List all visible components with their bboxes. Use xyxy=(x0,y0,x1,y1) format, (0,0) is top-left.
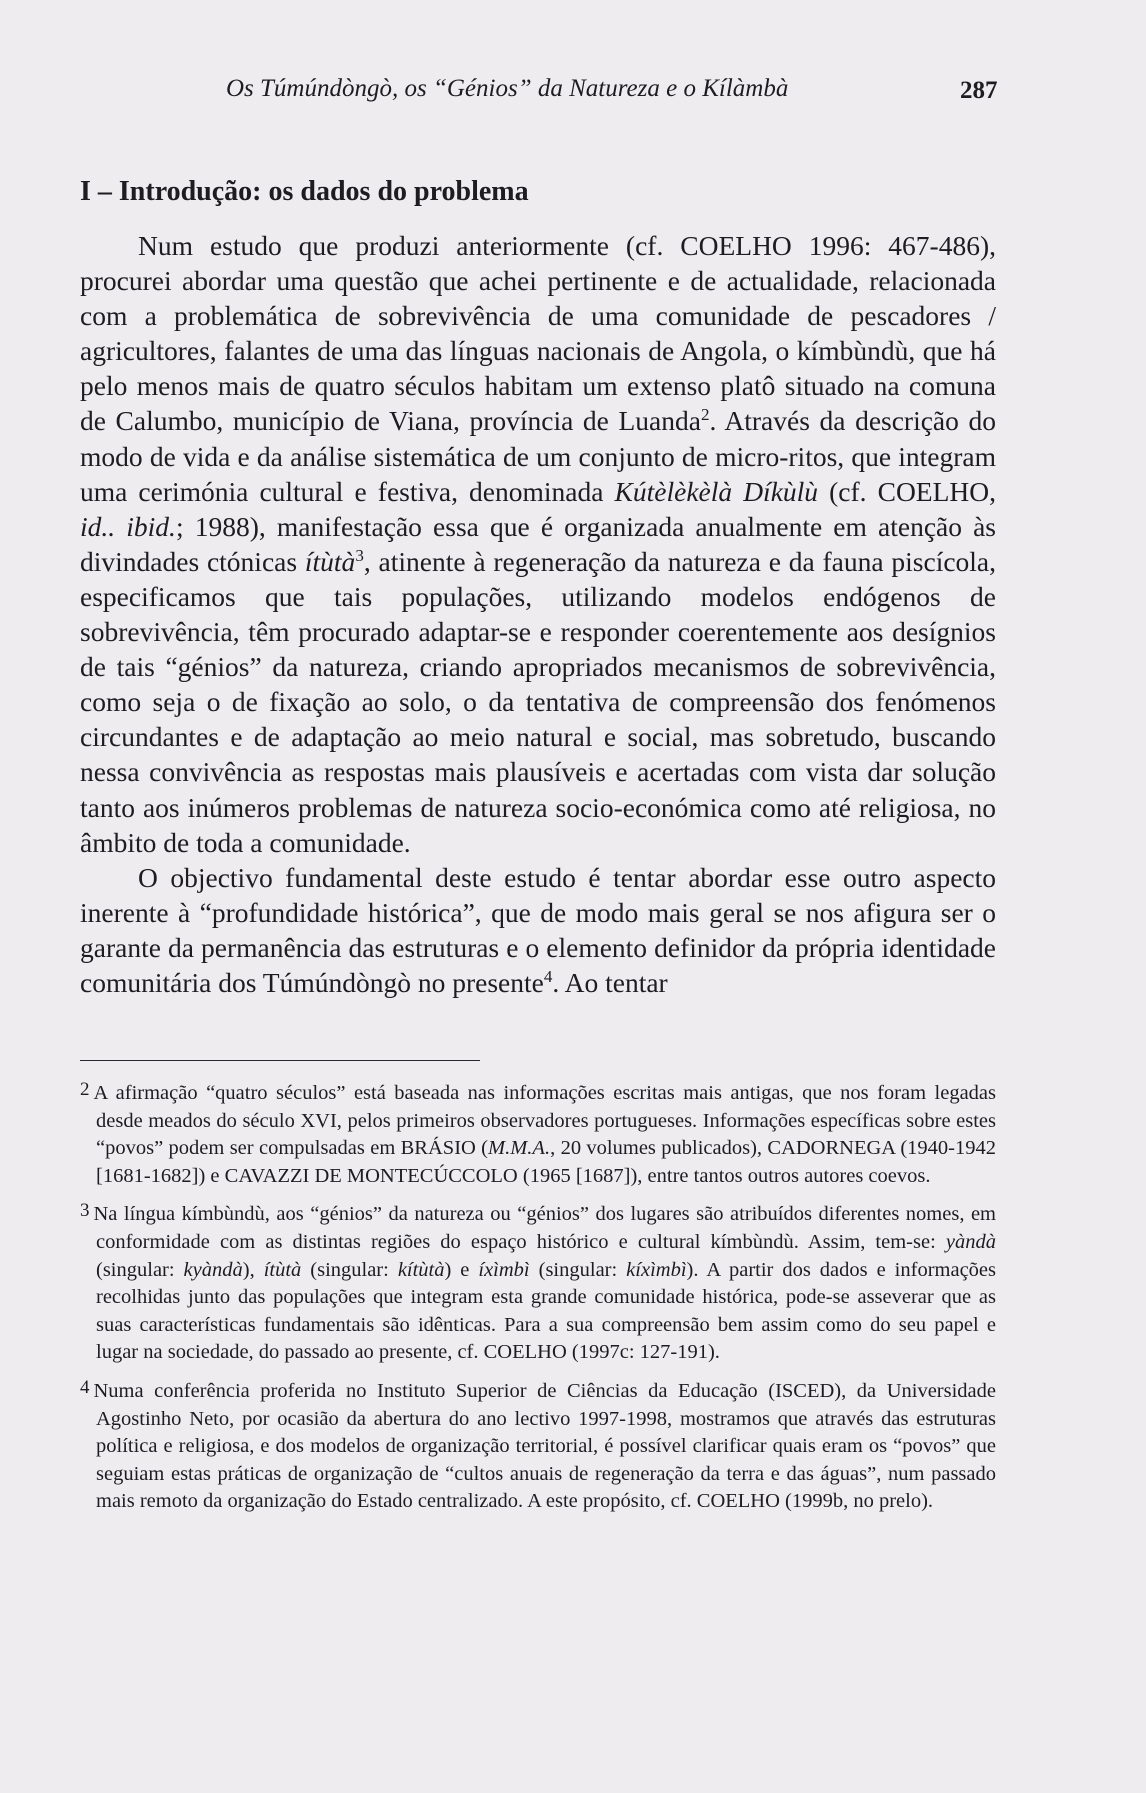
footnote-separator xyxy=(80,1060,480,1061)
footnote-4: 4 Numa conferência proferida no Instituto Superior de Ciências da Educação (ISCED), da Universidade Agostinho Neto, por ocasião da abertura do ano lectivo 1997-1998, mostramos que através das estruturas política e religiosa, e dos modelos de organização territorial, é possível clarificar quais eram os “povos” que seguiam estas práticas de organização de “cultos anuais de regeneração da terra e das águas”, num passado mais remoto da organização do Estado centralizado. A este propósito, cf. COELHO (1999b, no prelo). xyxy=(80,1376,996,1513)
running-title: Os Túmúndòngò, os “Génios” da Natureza e o Kílàmbà xyxy=(226,75,789,102)
term-ituta: ítùtà xyxy=(304,545,356,577)
footnotes xyxy=(80,1076,996,1523)
paragraph-1: Num estudo que produzi anteriormente (cf. COELHO 1996: 467-486), procurei abordar uma questão que achei pertinente e de actualidade, relacionada com a problemática de sobrevivência de uma comunidade de pescadores / agricultores, falantes de uma das línguas nacionais de Angola, o kímbùndù, que há pelo menos mais de quatro séculos habitam um extenso platô situado na comuna de Calumbo, município de Viana, província de Luanda$^2$. Através da descrição do modo de vida e da análise sistemática de um conjunto de micro-ritos, que integram uma cerimónia cultural e festiva, denominada Kútèlèkèlà Díkùlù (cf. COELHO, id.. ibid.; 1988), manifestação essa que é organizada anualmente em atenção às divindades ctónicas ítùtà$^3$, atinente à regeneração da natureza e da fauna piscícola, especificamos que tais populações, utilizando modelos endógenos de sobrevivência, têm procurado adaptar-se e responder coerentemente aos desígnios de tais “génios” da natureza, criando apropriados mecanismos de sobrevivência, como seja o de fixação ao solo, o da tentativa de compreensão dos fenómenos circundantes e de adaptação ao meio natural e social, mas sobretudo, buscando nessa convivência as respostas mais plausíveis e acertadas com vista dar solução tanto aos inúmeros problemas de natureza socio-económica como até religiosa, no âmbito de toda a comunidade. xyxy=(80,230,997,858)
footnote-2: 2 A afirmação “quatro séculos” está baseada nas informações escritas mais antigas, que nos foram legadas desde meados do século XVI, pelos primeiros observadores portugueses. Informações específicas sobre estes “povos” podem ser compulsadas em BRÁSIO (M.M.A., 20 volumes publicados), CADORNEGA (1940-1942 [1681-1682]) e CAVAZZI DE MONTECÚCCOLO (1965 [1687]), entre tantos outros autores coevos. xyxy=(80,1079,996,1187)
footnote-3: 3 Na língua kímbùndù, aos “génios” da natureza ou “génios” dos lugares são atribuídos diferentes nomes, em conformidade com as distintas regiões do espaço histórico e cultural kímbùndù. Assim, tem-se: yàndà (singular: kyàndà), ítùtà (singular: kítùtà) e íxìmbì (singular: kíxìmbì). A partir dos dados e informações recolhidas junto das populações que integram esta grande comunidade histórica, pode-se asseverar que as suas características fundamentais são idênticas. Para a sua compreensão bem assim como do seu papel e lugar na sociedade, do passado ao presente, cf. COELHO (1997c: 127-191). xyxy=(80,1200,996,1364)
body-text xyxy=(80,228,996,1000)
section-heading: I – Introdução: os dados do problema xyxy=(80,176,529,207)
page-number: 287 xyxy=(960,77,998,104)
footnote-ref-4[interactable]: 4 xyxy=(543,966,553,986)
paragraph-2: O objectivo fundamental deste estudo é tentar abordar esse outro aspecto inerente à “profundidade histórica”, que de modo mais geral se nos afigura ser o garante da permanência das estruturas e o elemento definidor da própria identidade comunitária dos Túmúndòngò no presente$^4$. Ao tentar xyxy=(80,861,996,998)
footnote-ref-3[interactable]: 3 xyxy=(355,545,364,565)
footnote-ref-2[interactable]: 2 xyxy=(700,405,710,425)
term-kutelekela-dikulu: Kútèlèkèlà Díkùlù xyxy=(614,475,819,507)
